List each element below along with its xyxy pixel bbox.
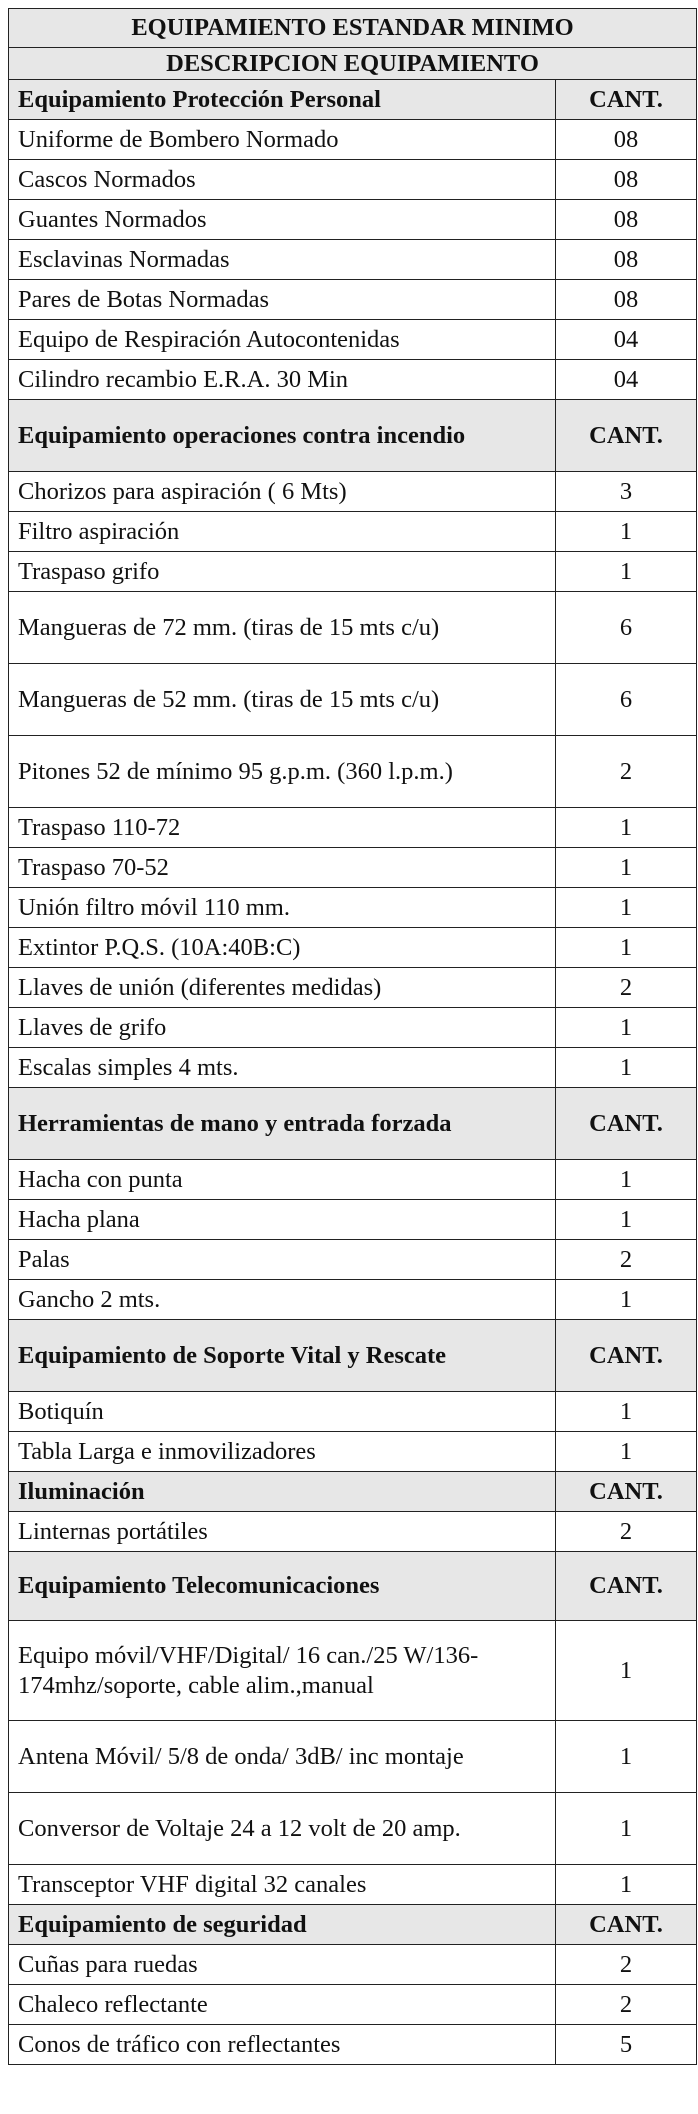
item-description: Palas xyxy=(9,1240,556,1280)
item-description: Tabla Larga e inmovilizadores xyxy=(9,1432,556,1472)
item-quantity: 1 xyxy=(556,1865,697,1905)
item-description: Conversor de Voltaje 24 a 12 volt de 20 amp. xyxy=(9,1793,556,1865)
equipment-table xyxy=(8,8,697,2065)
table-row xyxy=(9,2025,697,2065)
item-description: Llaves de grifo xyxy=(9,1008,556,1048)
table-row xyxy=(9,120,697,160)
table-row xyxy=(9,736,697,808)
item-quantity: 1 xyxy=(556,848,697,888)
table-row xyxy=(9,1865,697,1905)
table-row xyxy=(9,1008,697,1048)
table-row xyxy=(9,1432,697,1472)
item-description: Llaves de unión (diferentes medidas) xyxy=(9,968,556,1008)
item-description: Hacha plana xyxy=(9,1200,556,1240)
item-quantity: 08 xyxy=(556,120,697,160)
item-quantity: 2 xyxy=(556,1945,697,1985)
item-description: Guantes Normados xyxy=(9,200,556,240)
item-description: Botiquín xyxy=(9,1392,556,1432)
quantity-column-header: CANT. xyxy=(556,1088,697,1160)
item-description: Unión filtro móvil 110 mm. xyxy=(9,888,556,928)
item-quantity: 1 xyxy=(556,1392,697,1432)
table-row xyxy=(9,1200,697,1240)
section-header-row xyxy=(9,1472,697,1512)
item-quantity: 08 xyxy=(556,200,697,240)
table-row xyxy=(9,280,697,320)
quantity-column-header: CANT. xyxy=(556,1552,697,1621)
section-header-row xyxy=(9,1905,697,1945)
item-quantity: 6 xyxy=(556,592,697,664)
table-title: EQUIPAMIENTO ESTANDAR MINIMO xyxy=(9,9,697,48)
section-header-row xyxy=(9,80,697,120)
item-description: Mangueras de 52 mm. (tiras de 15 mts c/u) xyxy=(9,664,556,736)
item-quantity: 08 xyxy=(556,240,697,280)
table-row xyxy=(9,848,697,888)
item-quantity: 1 xyxy=(556,1721,697,1793)
table-row xyxy=(9,808,697,848)
section-title: Equipamiento de Soporte Vital y Rescate xyxy=(9,1320,556,1392)
item-description: Transceptor VHF digital 32 canales xyxy=(9,1865,556,1905)
item-quantity: 5 xyxy=(556,2025,697,2065)
quantity-column-header: CANT. xyxy=(556,1320,697,1392)
item-description: Cilindro recambio E.R.A. 30 Min xyxy=(9,360,556,400)
item-quantity: 1 xyxy=(556,1200,697,1240)
table-row xyxy=(9,1240,697,1280)
quantity-column-header: CANT. xyxy=(556,80,697,120)
table-row xyxy=(9,160,697,200)
item-description: Filtro aspiración xyxy=(9,512,556,552)
item-description: Equipo de Respiración Autocontenidas xyxy=(9,320,556,360)
item-description: Chaleco reflectante xyxy=(9,1985,556,2025)
item-description: Uniforme de Bombero Normado xyxy=(9,120,556,160)
item-description: Esclavinas Normadas xyxy=(9,240,556,280)
item-quantity: 2 xyxy=(556,1985,697,2025)
table-row xyxy=(9,1621,697,1721)
item-description: Cuñas para ruedas xyxy=(9,1945,556,1985)
table-row xyxy=(9,472,697,512)
table-subtitle: DESCRIPCION EQUIPAMIENTO xyxy=(9,48,697,80)
item-quantity: 1 xyxy=(556,1621,697,1721)
section-title: Equipamiento Telecomunicaciones xyxy=(9,1552,556,1621)
table-row xyxy=(9,1793,697,1865)
item-quantity: 1 xyxy=(556,552,697,592)
table-row xyxy=(9,552,697,592)
table-row xyxy=(9,1945,697,1985)
section-title: Herramientas de mano y entrada forzada xyxy=(9,1088,556,1160)
item-quantity: 1 xyxy=(556,1432,697,1472)
item-quantity: 2 xyxy=(556,1240,697,1280)
quantity-column-header: CANT. xyxy=(556,1905,697,1945)
section-header-row xyxy=(9,1320,697,1392)
table-row xyxy=(9,320,697,360)
table-row xyxy=(9,200,697,240)
table-row xyxy=(9,360,697,400)
table-row xyxy=(9,1985,697,2025)
item-quantity: 3 xyxy=(556,472,697,512)
table-row xyxy=(9,1160,697,1200)
item-description: Conos de tráfico con reflectantes xyxy=(9,2025,556,2065)
section-header-row xyxy=(9,1552,697,1621)
quantity-column-header: CANT. xyxy=(556,1472,697,1512)
item-quantity: 1 xyxy=(556,888,697,928)
item-quantity: 08 xyxy=(556,160,697,200)
quantity-column-header: CANT. xyxy=(556,400,697,472)
item-description: Mangueras de 72 mm. (tiras de 15 mts c/u) xyxy=(9,592,556,664)
table-row xyxy=(9,664,697,736)
item-quantity: 1 xyxy=(556,1280,697,1320)
item-description: Linternas portátiles xyxy=(9,1512,556,1552)
table-row xyxy=(9,1512,697,1552)
table-row xyxy=(9,512,697,552)
item-description: Chorizos para aspiración ( 6 Mts) xyxy=(9,472,556,512)
table-row xyxy=(9,1721,697,1793)
section-title: Equipamiento operaciones contra incendio xyxy=(9,400,556,472)
item-quantity: 1 xyxy=(556,928,697,968)
section-title: Iluminación xyxy=(9,1472,556,1512)
section-header-row xyxy=(9,400,697,472)
item-quantity: 2 xyxy=(556,1512,697,1552)
table-row xyxy=(9,240,697,280)
table-row xyxy=(9,1048,697,1088)
table-row xyxy=(9,968,697,1008)
item-quantity: 2 xyxy=(556,968,697,1008)
item-quantity: 08 xyxy=(556,280,697,320)
item-description: Gancho 2 mts. xyxy=(9,1280,556,1320)
item-quantity: 1 xyxy=(556,1048,697,1088)
item-quantity: 6 xyxy=(556,664,697,736)
section-title: Equipamiento Protección Personal xyxy=(9,80,556,120)
item-description: Equipo móvil/VHF/Digital/ 16 can./25 W/136-174mhz/soporte, cable alim.,manual xyxy=(9,1621,556,1721)
section-title: Equipamiento de seguridad xyxy=(9,1905,556,1945)
item-quantity: 04 xyxy=(556,360,697,400)
table-row xyxy=(9,888,697,928)
item-quantity: 1 xyxy=(556,808,697,848)
item-description: Escalas simples 4 mts. xyxy=(9,1048,556,1088)
item-quantity: 1 xyxy=(556,1160,697,1200)
item-description: Extintor P.Q.S. (10A:40B:C) xyxy=(9,928,556,968)
item-description: Antena Móvil/ 5/8 de onda/ 3dB/ inc montaje xyxy=(9,1721,556,1793)
table-row xyxy=(9,1280,697,1320)
item-description: Traspaso grifo xyxy=(9,552,556,592)
table-row xyxy=(9,928,697,968)
item-quantity: 1 xyxy=(556,1008,697,1048)
item-description: Cascos Normados xyxy=(9,160,556,200)
table-title-row xyxy=(9,9,697,48)
table-row xyxy=(9,1392,697,1432)
table-subtitle-row xyxy=(9,48,697,80)
item-quantity: 1 xyxy=(556,512,697,552)
item-description: Pares de Botas Normadas xyxy=(9,280,556,320)
item-quantity: 1 xyxy=(556,1793,697,1865)
item-description: Traspaso 110-72 xyxy=(9,808,556,848)
table-row xyxy=(9,592,697,664)
item-description: Traspaso 70-52 xyxy=(9,848,556,888)
item-description: Pitones 52 de mínimo 95 g.p.m. (360 l.p.m.) xyxy=(9,736,556,808)
item-description: Hacha con punta xyxy=(9,1160,556,1200)
item-quantity: 2 xyxy=(556,736,697,808)
section-header-row xyxy=(9,1088,697,1160)
item-quantity: 04 xyxy=(556,320,697,360)
